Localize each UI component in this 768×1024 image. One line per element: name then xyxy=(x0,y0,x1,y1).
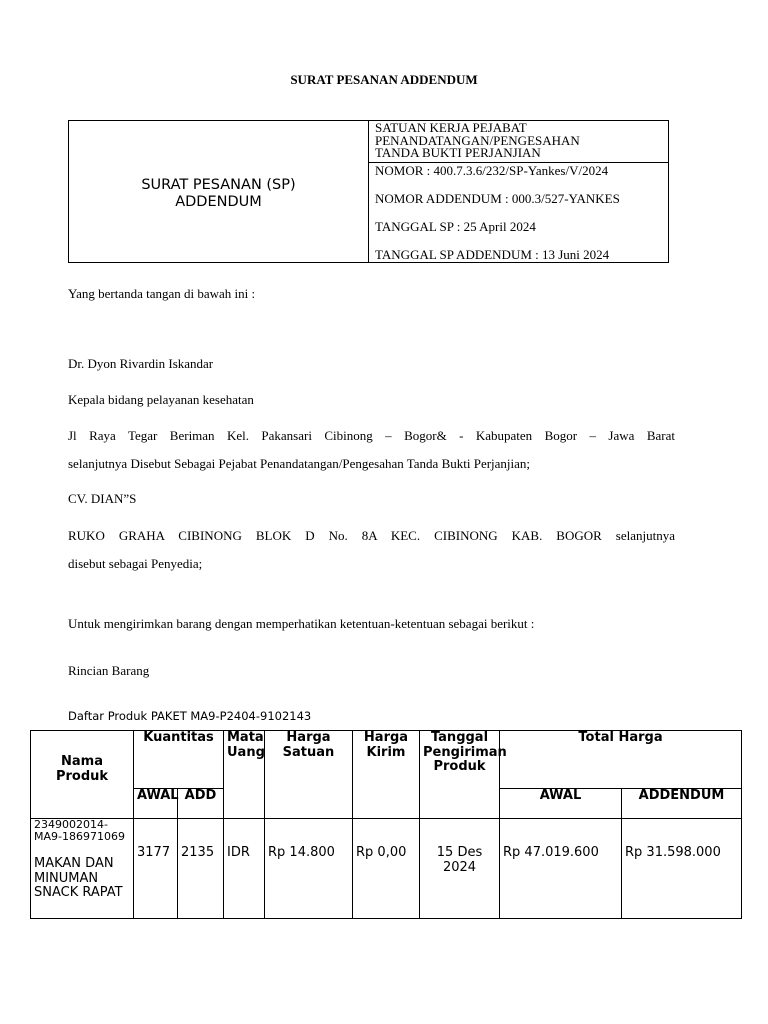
rincian-barang-title: Rincian Barang xyxy=(68,663,150,678)
cell-qty-add: 2135 xyxy=(178,819,224,919)
subheader-total-addendum: ADDENDUM xyxy=(622,789,742,819)
cell-total-awal: Rp 47.019.600 xyxy=(500,819,622,919)
instruction-text: Untuk mengirimkan barang dengan memperhatikan ketentuan-ketentuan sebagai berikut : xyxy=(68,616,535,631)
header-nama-produk: Nama Produk xyxy=(31,731,134,819)
header-sp-title-line2: ADDENDUM xyxy=(175,193,262,210)
nomor-addendum: NOMOR ADDENDUM : 000.3/527-YANKES xyxy=(375,190,620,206)
header-table xyxy=(68,120,669,263)
header-sp-title xyxy=(69,121,369,263)
header-tanggal-pengiriman: Tanggal Pengiriman Produk xyxy=(420,731,500,819)
cell-mata-uang: IDR xyxy=(224,819,265,919)
satuan-kerja-line3: TANDA BUKTI PERJANJIAN xyxy=(375,145,541,160)
tanggal-sp: TANGGAL SP : 25 April 2024 xyxy=(375,218,536,234)
satuan-kerja-block xyxy=(375,121,662,162)
product-code: 2349002014-MA9-186971069 xyxy=(34,818,125,843)
vendor-address-line1: RUKO GRAHA CIBINONG BLOK D No. 8A KEC. CIBINONG KAB. BOGOR selanjutnya xyxy=(68,528,675,543)
cell-harga-satuan: Rp 14.800 xyxy=(265,819,353,919)
satuan-kerja-line1: SATUAN KERJA PEJABAT xyxy=(375,120,527,135)
cell-tanggal: 15 Des 2024 xyxy=(420,819,500,919)
intro-text: Yang bertanda tangan di bawah ini : xyxy=(68,286,256,301)
header-harga-satuan: Harga Satuan xyxy=(265,731,353,819)
vendor-address-line2: disebut sebagai Penyedia; xyxy=(68,556,203,571)
header-mata-uang: Mata Uang xyxy=(224,731,265,819)
table-header-row xyxy=(31,731,742,789)
subheader-qty-awal: AWAL xyxy=(134,789,178,819)
header-harga-kirim: Harga Kirim xyxy=(353,731,420,819)
header-details xyxy=(369,121,669,263)
cell-harga-kirim: Rp 0,00 xyxy=(353,819,420,919)
signatory-position: Kepala bidang pelayanan kesehatan xyxy=(68,392,254,407)
table-row xyxy=(31,819,742,919)
document-title: SURAT PESANAN ADDENDUM xyxy=(290,72,478,87)
header-sp-title-line1: SURAT PESANAN (SP) xyxy=(141,176,296,193)
cell-qty-awal: 3177 xyxy=(134,819,178,919)
daftar-produk-label: Daftar Produk PAKET MA9-P2404-9102143 xyxy=(68,709,312,723)
address-line2: selanjutnya Disebut Sebagai Pejabat Penandatangan/Pengesahan Tanda Bukti Perjanjian; xyxy=(68,456,531,471)
satuan-kerja-line2: PENANDATANGAN/PENGESAHAN xyxy=(375,132,580,148)
product-name: MAKAN DAN MINUMAN SNACK RAPAT xyxy=(34,856,123,900)
cell-nama-produk xyxy=(31,819,134,919)
tanggal-sp-addendum: TANGGAL SP ADDENDUM : 13 Juni 2024 xyxy=(375,246,610,262)
signatory-name: Dr. Dyon Rivardin Iskandar xyxy=(68,356,214,371)
items-table xyxy=(30,730,742,919)
subheader-total-awal: AWAL xyxy=(500,789,622,819)
subheader-qty-add: ADD xyxy=(178,789,224,819)
header-total-harga: Total Harga xyxy=(500,731,742,789)
vendor-name: CV. DIAN”S xyxy=(68,491,137,506)
header-kuantitas: Kuantitas xyxy=(134,731,224,789)
nomor-sp: NOMOR : 400.7.3.6/232/SP-Yankes/V/2024 xyxy=(375,162,609,178)
cell-total-addendum: Rp 31.598.000 xyxy=(622,819,742,919)
address-line1: Jl Raya Tegar Beriman Kel. Pakansari Cibinong – Bogor& - Kabupaten Bogor – Jawa Barat xyxy=(68,428,675,443)
